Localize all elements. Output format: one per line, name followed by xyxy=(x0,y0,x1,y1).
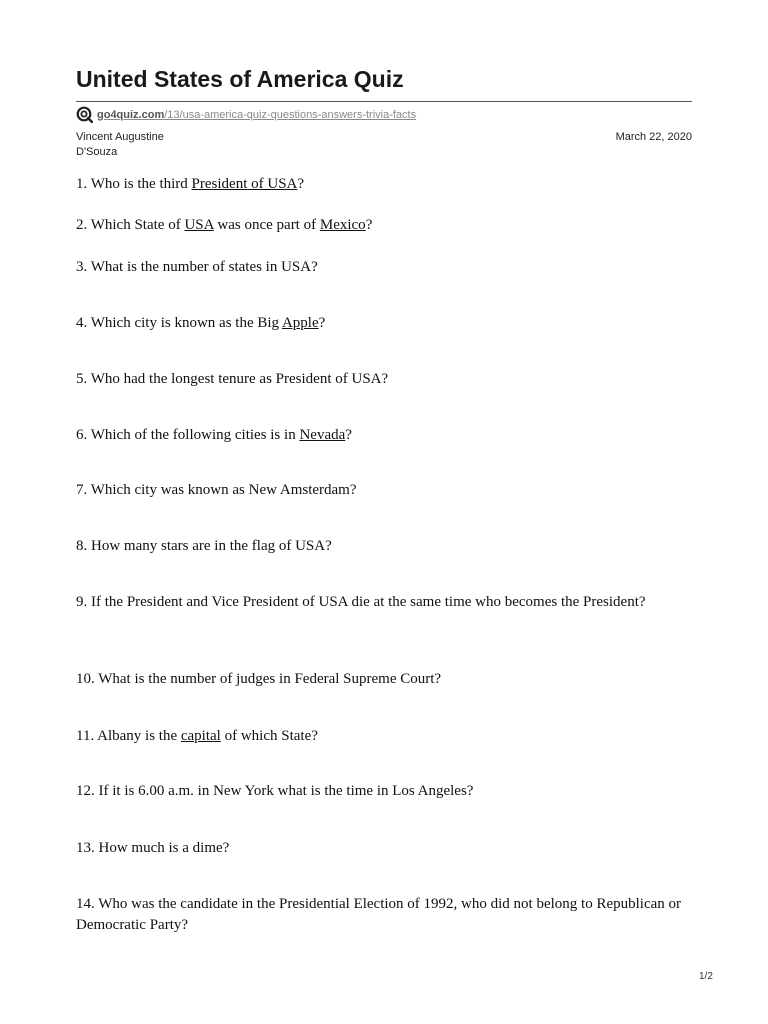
question-text: was once part of xyxy=(213,217,320,233)
question-3: 3. What is the number of states in USA? xyxy=(76,259,318,275)
usa-link[interactable]: USA xyxy=(184,217,214,233)
author-line-2: D'Souza xyxy=(76,146,118,158)
question-7: 7. Which city was known as New Amsterdam? xyxy=(76,482,357,498)
question-11 xyxy=(76,726,692,747)
president-of-usa-link[interactable]: President of USA xyxy=(191,176,298,192)
question-12: 12. If it is 6.00 a.m. in New York what is the time in Los Angeles? xyxy=(76,783,474,799)
question-text: ? xyxy=(345,427,352,443)
question-9: 9. If the President and Vice President of USA die at the same time who becomes the President? xyxy=(76,594,646,610)
title-divider xyxy=(76,101,692,102)
publish-date: March 22, 2020 xyxy=(615,131,692,143)
question-10: 10. What is the number of judges in Federal Supreme Court? xyxy=(76,671,442,687)
question-14: 14. Who was the candidate in the Presidential Election of 1992, who did not belong to Republican or Democratic Party? xyxy=(76,896,682,933)
page-title: United States of America Quiz xyxy=(76,66,404,92)
question-text: ? xyxy=(318,315,326,331)
source-path: /13/usa-america-quiz-questions-answers-trivia-facts xyxy=(164,108,417,121)
nevada-link[interactable]: Nevada xyxy=(299,427,346,443)
source-link[interactable] xyxy=(97,109,416,121)
question-text: 6. Which of the following cities is in xyxy=(76,427,300,443)
question-1 xyxy=(76,174,692,195)
question-6 xyxy=(76,425,692,446)
question-text: ? xyxy=(297,176,305,192)
question-text: 1. Who is the third xyxy=(76,176,192,192)
question-8: 8. How many stars are in the flag of USA? xyxy=(76,538,332,554)
question-text: ? xyxy=(365,217,373,233)
question-4 xyxy=(76,313,692,334)
page-number: 1/2 xyxy=(699,971,713,982)
question-text: 4. Which city is known as the Big xyxy=(76,315,282,331)
question-13: 13. How much is a dime? xyxy=(76,840,230,856)
question-text: of which State? xyxy=(220,728,318,744)
source-domain: go4quiz.com xyxy=(97,108,165,121)
author xyxy=(76,130,164,160)
source-line xyxy=(76,106,416,123)
question-text: 2. Which State of xyxy=(76,217,185,233)
question-2 xyxy=(76,215,692,236)
capital-link[interactable]: capital xyxy=(180,728,221,744)
author-line-1: Vincent Augustine xyxy=(76,131,164,143)
go4quiz-logo-icon xyxy=(76,106,93,123)
apple-link[interactable]: Apple xyxy=(281,315,319,331)
mexico-link[interactable]: Mexico xyxy=(319,217,366,233)
question-text: 11. Albany is the xyxy=(76,728,181,744)
question-5: 5. Who had the longest tenure as President of USA? xyxy=(76,371,389,387)
